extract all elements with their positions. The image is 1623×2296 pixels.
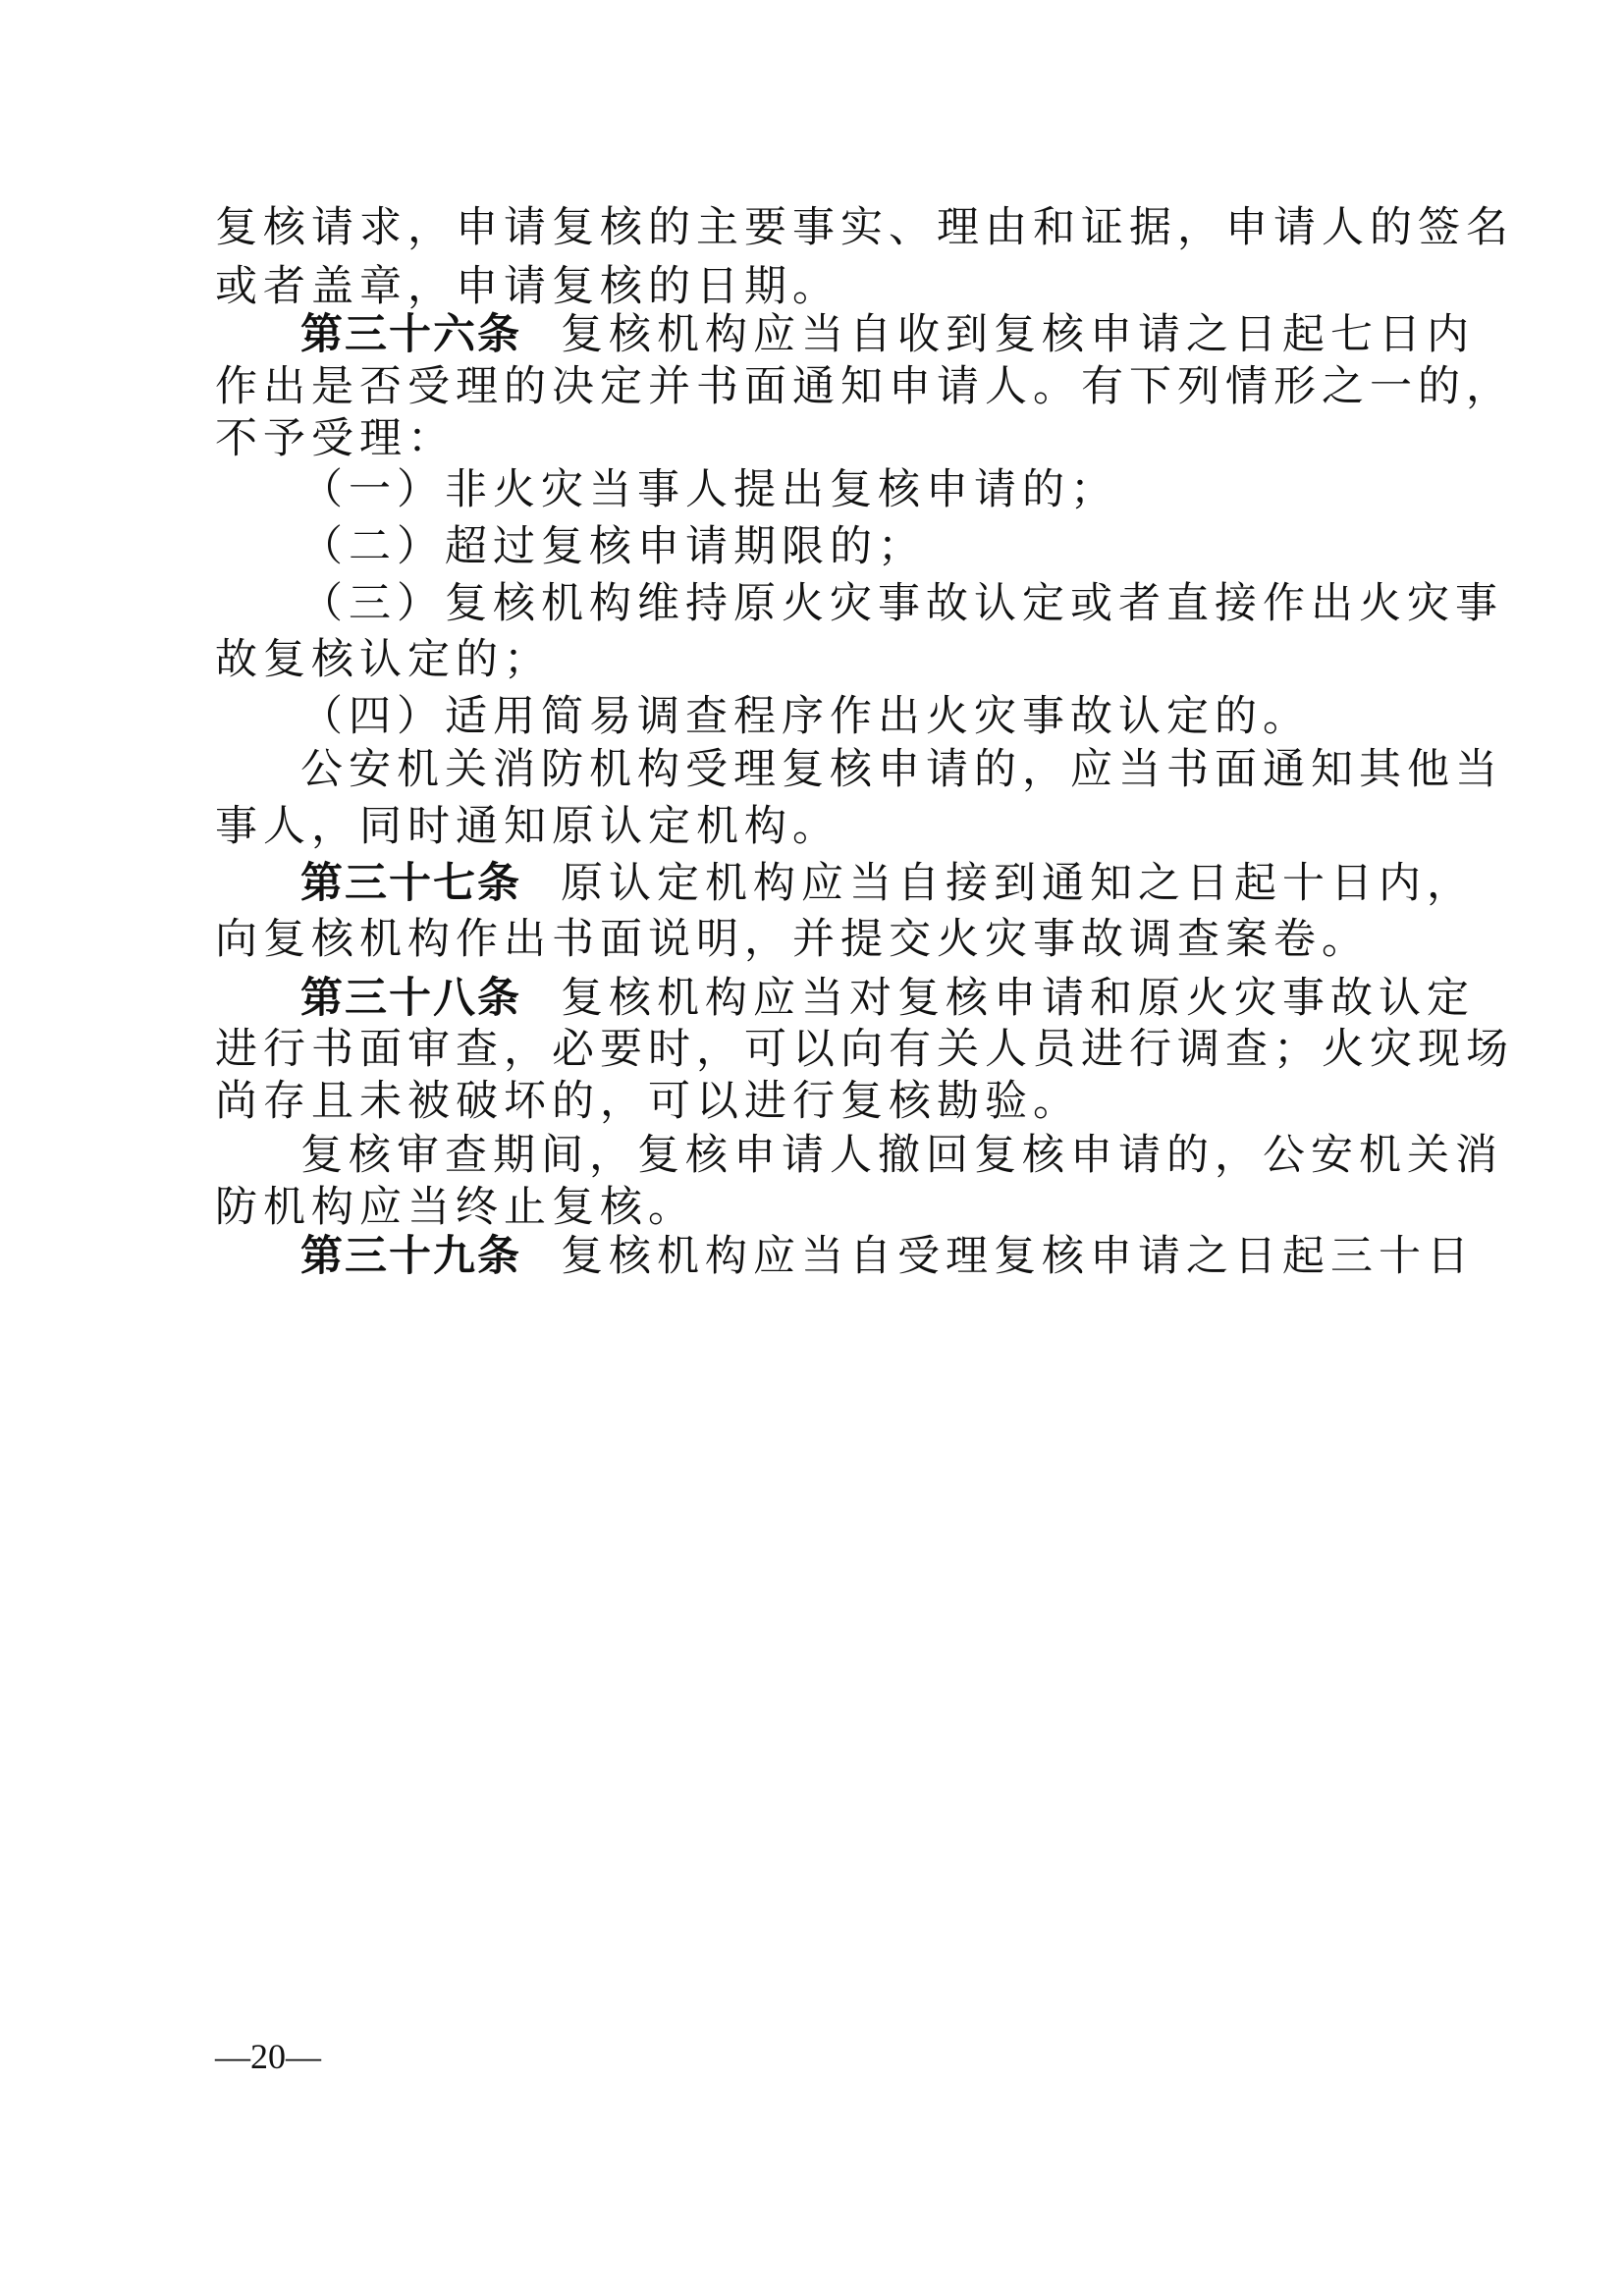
article-38-line (300, 969, 1475, 1028)
article-text: 复核机构应当自收到复核申请之日起七日内 (561, 310, 1475, 359)
text-line: 不予受理： (215, 414, 456, 463)
article-heading: 第三十七条 (300, 859, 521, 908)
text-line: 尚存且未被破坏的，可以进行复核勘验。 (215, 1077, 1081, 1126)
text-line: 进行书面审查，必要时，可以向有关人员进行调查；火灾现场 (215, 1025, 1514, 1074)
article-heading: 第三十九条 (300, 1232, 521, 1281)
list-item: （三）复核机构维持原火灾事故认定或者直接作出火灾事 (300, 579, 1503, 628)
text-line: 或者盖章，申请复核的日期。 (215, 262, 840, 311)
text-line: 防机构应当终止复核。 (215, 1183, 696, 1232)
list-item: （二）超过复核申请期限的； (300, 522, 926, 571)
paragraph-line: 公安机关消防机构受理复核申请的，应当书面通知其他当 (300, 745, 1503, 794)
text-line: 作出是否受理的决定并书面通知申请人。有下列情形之一的， (215, 362, 1514, 411)
text-line: 故复核认定的； (215, 635, 552, 684)
text-line: 事人，同时通知原认定机构。 (215, 802, 840, 851)
article-text: 原认定机构应当自接到通知之日起十日内， (561, 859, 1475, 908)
article-text: 复核机构应当对复核申请和原火灾事故认定 (561, 974, 1475, 1023)
paragraph-line: 复核审查期间，复核申请人撤回复核申请的，公安机关消 (300, 1131, 1503, 1180)
page-number: —20— (215, 2037, 321, 2076)
article-heading: 第三十八条 (300, 974, 521, 1023)
list-item: （一）非火灾当事人提出复核申请的； (300, 465, 1118, 514)
article-heading: 第三十六条 (300, 310, 521, 359)
article-37-line (300, 854, 1475, 913)
article-39-line (300, 1227, 1475, 1286)
text-line: 复核请求，申请复核的主要事实、理由和证据，申请人的签名 (215, 203, 1514, 252)
list-item: （四）适用简易调查程序作出火灾事故认定的。 (300, 692, 1311, 741)
article-text: 复核机构应当自受理复核申请之日起三十日 (561, 1232, 1475, 1281)
article-36-line (300, 305, 1475, 364)
text-line: 向复核机构作出书面说明，并提交火灾事故调查案卷。 (215, 915, 1370, 964)
